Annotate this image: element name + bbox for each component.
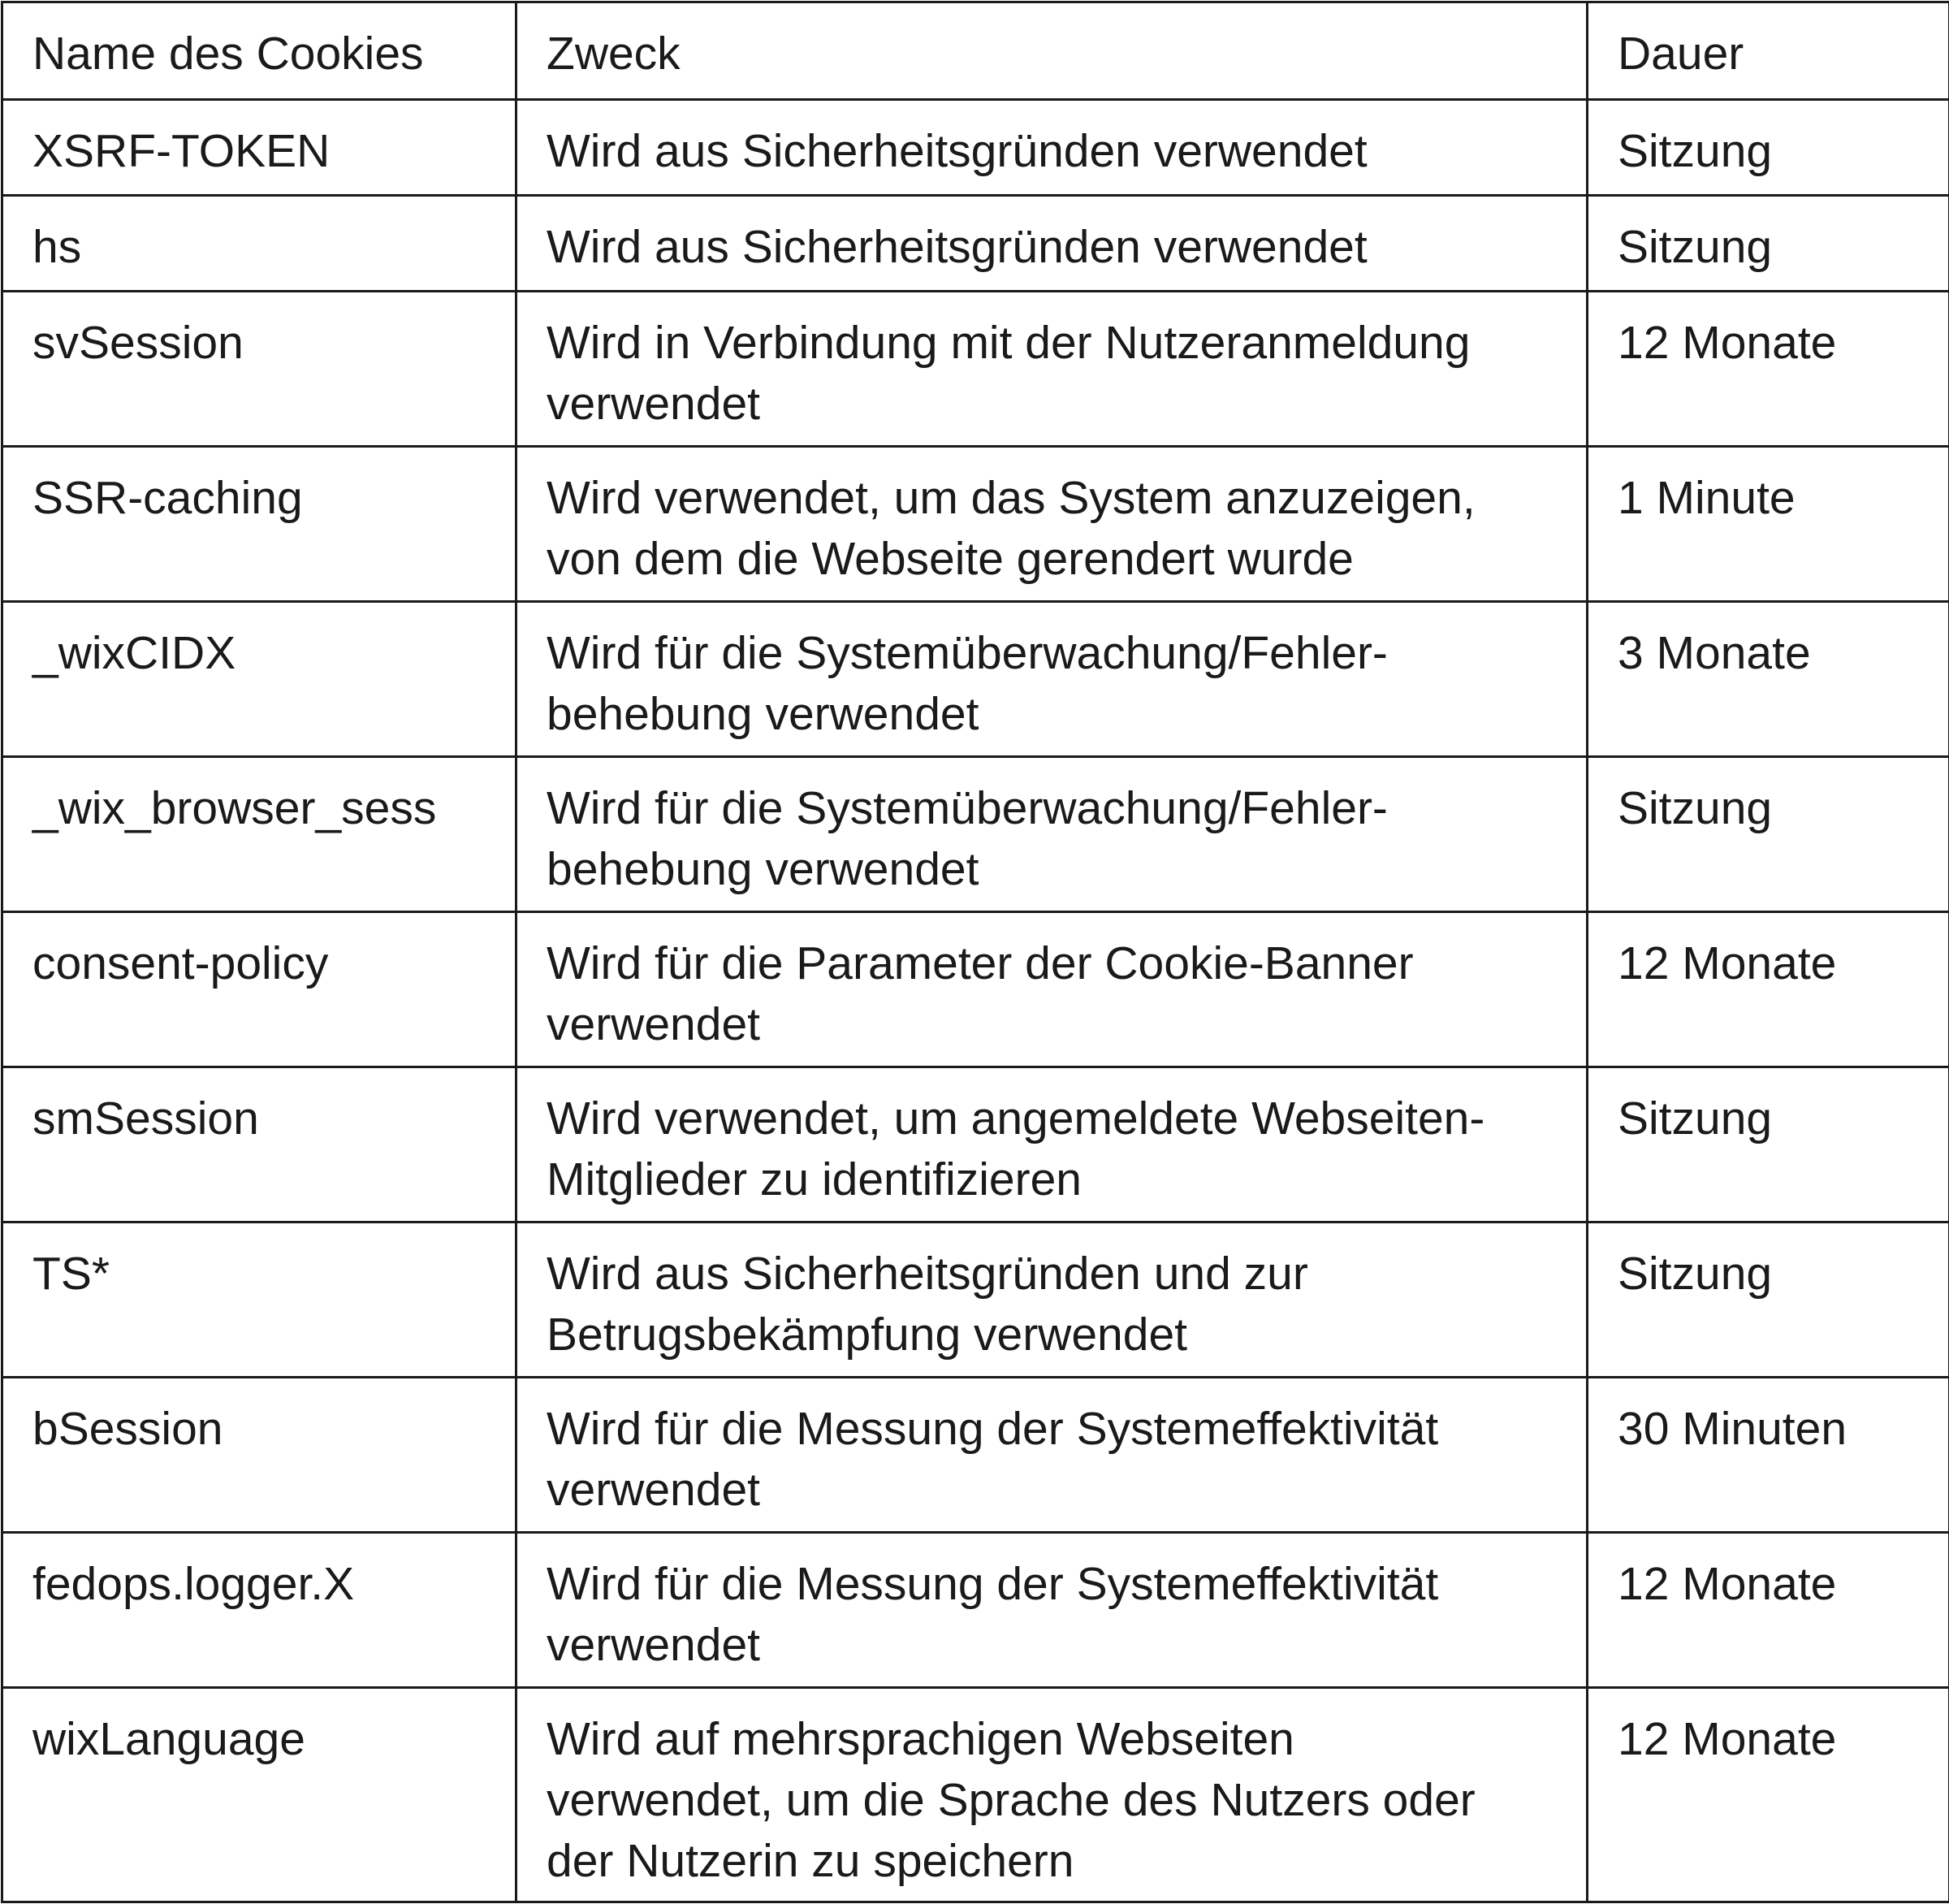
cookie-purpose-cell: Wird für die Messung der Systemeffektivität verwendet (516, 1378, 1588, 1533)
cookie-name-cell: SSR-caching (2, 447, 516, 602)
cookie-purpose-cell: Wird auf mehrsprachigen Webseiten verwendet, um die Sprache des Nutzers oder der Nutzerin zu speichern (516, 1688, 1588, 1902)
cookie-duration-cell: Sitzung (1588, 757, 1949, 912)
cookie-purpose-cell: Wird aus Sicherheitsgründen verwendet (516, 196, 1588, 292)
cookie-name-cell: TS* (2, 1222, 516, 1378)
cookie-duration-cell: 3 Monate (1588, 602, 1949, 757)
cookie-purpose-cell: Wird verwendet, um das System anzuzeigen, von dem die Webseite gerendert wurde (516, 447, 1588, 602)
cookie-name-cell: hs (2, 196, 516, 292)
cookie-name-cell: consent-policy (2, 912, 516, 1067)
cookie-purpose-cell: Wird für die Messung der Systemeffektivität verwendet (516, 1533, 1588, 1688)
header-purpose: Zweck (516, 2, 1588, 100)
cookie-name-cell: wixLanguage (2, 1688, 516, 1902)
cookie-duration-cell: Sitzung (1588, 196, 1949, 292)
table-row (2, 1222, 1949, 1378)
cookie-duration-cell: 30 Minuten (1588, 1378, 1949, 1533)
table-row (2, 1688, 1949, 1902)
table-row (2, 757, 1949, 912)
cookie-name-cell: svSession (2, 292, 516, 447)
cookie-table (1, 1, 1949, 1903)
table-row (2, 447, 1949, 602)
table-row (2, 100, 1949, 196)
table-row (2, 1533, 1949, 1688)
cookie-purpose-cell: Wird für die Systemüberwachung/Fehler- behebung verwendet (516, 602, 1588, 757)
cookie-name-cell: _wix_browser_sess (2, 757, 516, 912)
cookie-duration-cell: Sitzung (1588, 1067, 1949, 1222)
table-header-row (2, 2, 1949, 100)
header-duration: Dauer (1588, 2, 1949, 100)
cookie-name-cell: smSession (2, 1067, 516, 1222)
header-cookie-name: Name des Cookies (2, 2, 516, 100)
cookie-name-cell: fedops.logger.X (2, 1533, 516, 1688)
cookie-name-cell: bSession (2, 1378, 516, 1533)
cookie-duration-cell: 12 Monate (1588, 292, 1949, 447)
cookie-duration-cell: 12 Monate (1588, 1688, 1949, 1902)
table-row (2, 292, 1949, 447)
table-row (2, 602, 1949, 757)
cookie-duration-cell: Sitzung (1588, 100, 1949, 196)
table-row (2, 196, 1949, 292)
cookie-purpose-cell: Wird verwendet, um angemeldete Webseiten- Mitglieder zu identifizieren (516, 1067, 1588, 1222)
cookie-duration-cell: Sitzung (1588, 1222, 1949, 1378)
table-row (2, 1378, 1949, 1533)
cookie-name-cell: XSRF-TOKEN (2, 100, 516, 196)
cookie-duration-cell: 12 Monate (1588, 1533, 1949, 1688)
table-row (2, 912, 1949, 1067)
cookie-purpose-cell: Wird in Verbindung mit der Nutzeranmeldung verwendet (516, 292, 1588, 447)
table-row (2, 1067, 1949, 1222)
cookie-purpose-cell: Wird für die Systemüberwachung/Fehler- behebung verwendet (516, 757, 1588, 912)
cookie-purpose-cell: Wird aus Sicherheitsgründen und zur Betrugsbekämpfung verwendet (516, 1222, 1588, 1378)
cookie-duration-cell: 12 Monate (1588, 912, 1949, 1067)
cookie-purpose-cell: Wird für die Parameter der Cookie-Banner verwendet (516, 912, 1588, 1067)
cookie-name-cell: _wixCIDX (2, 602, 516, 757)
cookie-purpose-cell: Wird aus Sicherheitsgründen verwendet (516, 100, 1588, 196)
cookie-duration-cell: 1 Minute (1588, 447, 1949, 602)
